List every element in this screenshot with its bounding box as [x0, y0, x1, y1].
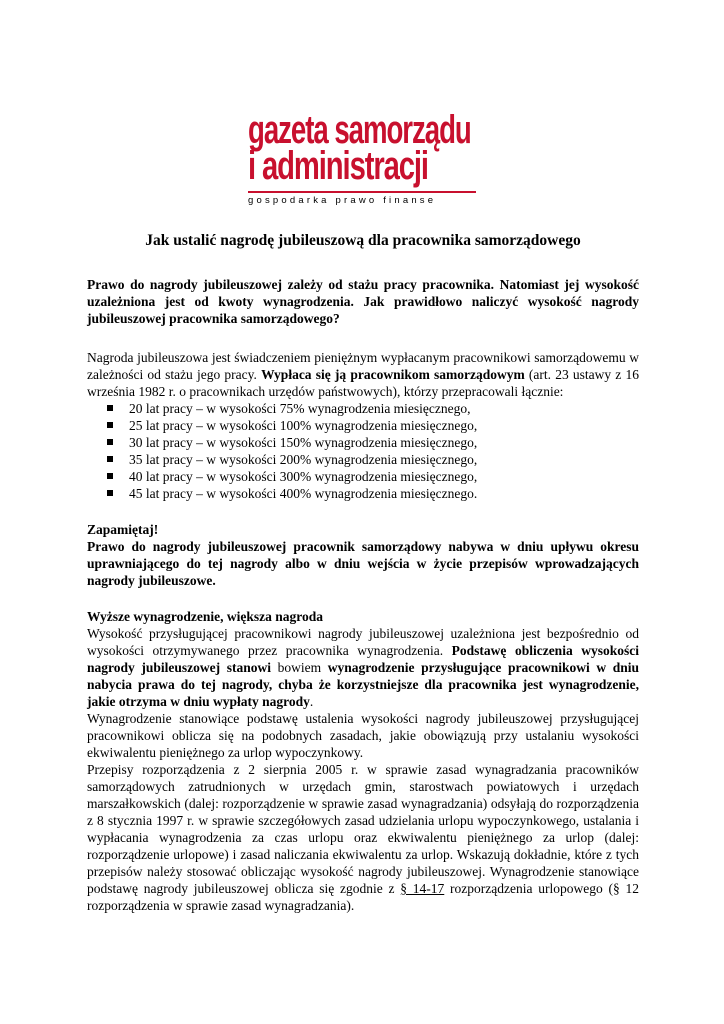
article-lead: Prawo do nagrody jubileuszowej zależy od stażu pracy pracownika. Natomiast jej wysokość uzależniona jest od kwoty wynagrodzenia. Jak prawidłowo naliczyć wysokość nagrody jubileuszowej pracownika samorządowego?: [87, 277, 639, 326]
s3-text-b: rozporządzenia urlopowego (§ 12 rozporządzenia w sprawie zasad wynagradzania).: [87, 881, 639, 913]
paragraph-link[interactable]: § 14-17: [400, 881, 445, 896]
intro-text-bold: Wypłaca się ją pracownikom samorządowym: [261, 367, 525, 382]
intro-paragraph: [87, 349, 639, 400]
s3-text-a: Przepisy rozporządzenia z 2 sierpnia 2005 r. w sprawie zasad wynagradzania pracowników samorządowych zatrudnionych w urzędach gmin, starostwach powiatowych i urzędach marszałkowskich (dalej: rozporządzenie w sprawie zasad wynagradzania) odsyłają do rozporządzenia z 8 stycznia 1997 r. w sprawie szczegółowych zasad udzielania urlopu wypoczynkowego, ustalania i wypłacania wynagrodzenia za czas urlopu oraz ekwiwalentu pieniężnego za urlop (dalej: rozporządzenie urlopowe) i zasad naliczania ekwiwalentu za urlop. Wskazują dokładnie, które z tych przepisów należy stosować obliczając wysokość nagrody jubileuszowej. Wynagrodzenie stanowiące podstawę nagrody jubileuszowej oblicza się zgodnie z: [87, 762, 639, 896]
list-item: 35 lat pracy – w wysokości 200% wynagrodzenia miesięcznego,: [129, 451, 639, 468]
award-list: [87, 400, 639, 502]
logo-tagline: gospodarka prawo finanse: [248, 191, 476, 206]
list-item: 30 lat pracy – w wysokości 150% wynagrodzenia miesięcznego,: [129, 434, 639, 451]
s1-text-bold-1: Podstawę obliczenia wysokości nagrody jubileuszowej stanowi: [87, 643, 639, 675]
section-heading: Wyższe wynagrodzenie, większa nagroda: [87, 609, 323, 624]
s1-text-c: bowiem: [271, 660, 328, 675]
logo-line-2: i administracji: [248, 144, 428, 188]
s1-text-bold-2: wynagrodzenie przysługujące pracownikowi w dniu nabycia prawa do tej nagrody, chyba że korzystniejsze dla pracownika jest wynagrodzenie, jakie otrzyma w dniu wypłaty nagrody: [87, 660, 639, 709]
publication-logo: [248, 108, 480, 206]
section-paragraph-3: [87, 761, 639, 914]
list-item: 25 lat pracy – w wysokości 100% wynagrodzenia miesięcznego,: [129, 417, 639, 434]
logo-line-1: gazeta samorządu: [248, 108, 471, 152]
remember-text: Prawo do nagrody jubileuszowej pracownik samorządowy nabywa w dniu upływu okresu uprawniającego do tej nagrody albo w dniu wejścia w życie przepisów wprowadzających nagrody jubileuszowe.: [87, 539, 639, 588]
intro-text-1: Nagroda jubileuszowa jest świadczeniem pieniężnym wypłacanym pracownikowi samorządowemu w zależności od stażu jego pracy.: [87, 350, 639, 382]
section-paragraph-2: Wynagrodzenie stanowiące podstawę ustalenia wysokości nagrody jubileuszowej przysługującej pracownikowi oblicza się na podobnych zasadach, jakie obowiązują przy ustalaniu wysokości ekwiwalentu pieniężnego za urlop wypoczynkowy.: [87, 711, 639, 760]
article: [87, 232, 639, 914]
list-item: 20 lat pracy – w wysokości 75% wynagrodzenia miesięcznego,: [129, 400, 639, 417]
list-item: 40 lat pracy – w wysokości 300% wynagrodzenia miesięcznego,: [129, 468, 639, 485]
s1-text-e: .: [309, 694, 314, 709]
section-paragraph-1: [87, 625, 639, 710]
remember-heading: Zapamiętaj!: [87, 522, 159, 537]
intro-text-2: (art. 23 ustawy z 16 września 1982 r. o pracownikach urzędów państwowych), którzy przepracowali łącznie:: [87, 367, 639, 399]
article-title: Jak ustalić nagrodę jubileuszową dla pracownika samorządowego: [145, 232, 581, 249]
s1-text-a: Wysokość przysługującej pracownikowi nagrody jubileuszowej uzależniona jest bezpośrednio od wysokości otrzymywanego przez pracownika wynagrodzenia.: [87, 626, 639, 658]
list-item: 45 lat pracy – w wysokości 400% wynagrodzenia miesięcznego.: [129, 485, 639, 502]
